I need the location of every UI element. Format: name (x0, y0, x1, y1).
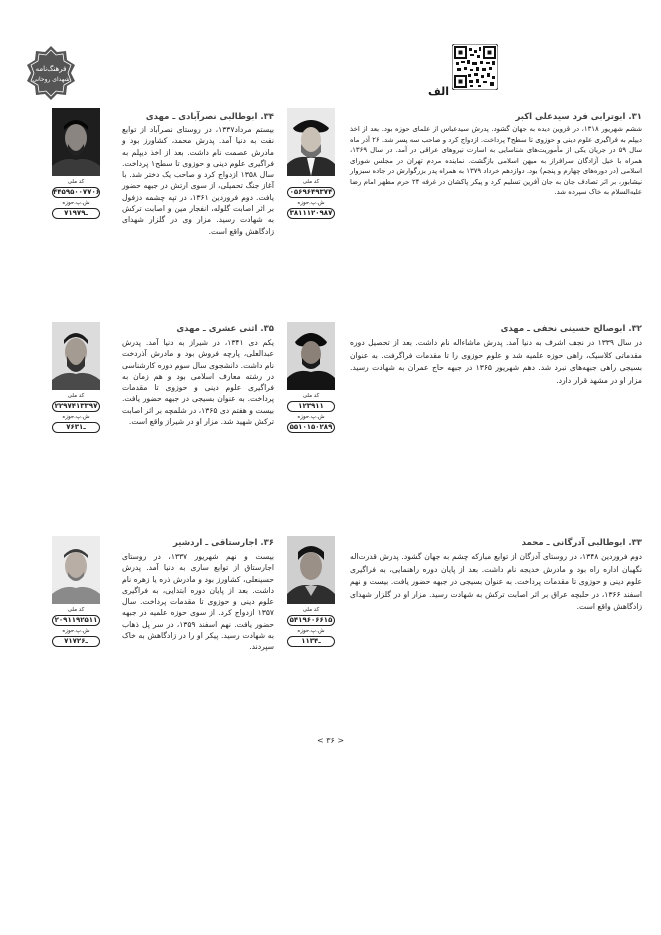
hawza-id-label: ش.پ.حوزه (297, 414, 325, 420)
national-id-value: ۲۲۹۷۴۱۳۳۹۷ (52, 401, 100, 412)
entry-body: ششم شهریور ۱۳۱۸، در قزوین دیده به جهان گشود. پدرش سیدعباس از علمای حوزه بود. بعد از اخذ دیپلم به فراگیری علوم دینی و حوزوی تا سطح۴ پرداخت. ازدواج کرد و صاحب سه پسر شد. ۲۶ آذر ماه سال ۵۹ در جریان یکی از مأموریت‌های شناسایی به اسارت نیروهای عراقی در آمد. در سال ۱۳۶۹، همراه با خیل آزادگان سرافراز به میهن اسلامی بازگشت. نماینده مردم تهران در مجلس شورای اسلامی (در دوره‌های چهارم و پنجم) بود. دوازدهم خرداد ۱۳۷۹ به همراه پدر بزرگوارش در جاده سبزوار نیشابور، بر اثر تصادف جان به جان آفرین تسلیم کرد و پیکر پاکشان در غرفه ۲۴ حرم مطهر امام رضا علیه‌السلام به خاک سپرده شد. (350, 125, 642, 196)
entry-body: در سال ۱۳۳۹ در نجف اشرف به دنیا آمد. پدرش ماشاءاله نام داشت. بعد از تحصیل دوره مقدماتی کلاسیک، راهی حوزه علمیه شد و علوم حوزوی را تا مقدمات فراگرفت. به عنوان بسیجی راهی جبهه‌های نبرد شد. دهم شهریور ۱۳۶۵ در جبهه حاج عمران به شهادت رسید. مزار او در مشهد قرار دارد. (350, 338, 642, 385)
entry-body: دوم فروردین ۱۳۴۸، در روستای آدرگان از توابع مبارکه چشم به جهان گشود. پدرش قدرت‌اله نگهبان اداره راه بود و مادرش خدیجه نام داشت. بعد از پایان دوره راهنمایی، به فراگیری علوم دینی و حوزوی تا مقدمات پرداخت. به عنوان بسیجی در جبهه حضور یافت. بیست و نهم اسفند ۱۳۶۶، در حلبچه عراق بر اثر اصابت ترکش به شهادت رسید. مزار او در گلزار شهدای زادگاهش واقع است. (350, 552, 642, 611)
national-id-label: کد ملی (67, 393, 85, 399)
national-id-label: کد ملی (302, 393, 320, 399)
portrait-photo (52, 536, 100, 604)
logo-line1: فرهنگ‌نامه (35, 65, 67, 73)
national-id-value: ۱۲۳۹۱۱ (287, 401, 335, 412)
id-box (287, 178, 335, 220)
national-id-label: کد ملی (67, 607, 85, 613)
hawza-id-label: ش.پ.حوزه (297, 628, 325, 634)
hawza-id-label: ش.پ.حوزه (62, 414, 90, 420)
national-id-value: ۵۴۱۹۶۰۶۶۱۵ (287, 615, 335, 626)
logo-line2: شهدای روحانی (32, 76, 70, 83)
entry-title: ۳۲. ابوصالح حسینی نحفی ـ مهدی (500, 324, 642, 334)
hawza-id-value: ۱ـ۱۳۴ (287, 636, 335, 647)
national-id-label: کد ملی (302, 179, 320, 185)
hawza-id-value: ۷ـ۱۷۲۶ (52, 636, 100, 647)
hawza-id-label: ش.پ.حوزه (297, 200, 325, 206)
entry-title: ۳۳. ابوطالبی آدرگانی ـ محمد (521, 538, 642, 548)
national-id-label: کد ملی (302, 607, 320, 613)
page-number: < ۳۶ > (316, 736, 345, 745)
portrait-photo (287, 322, 335, 390)
hawza-id-value: ۷ـ۱۹۷۹ (52, 208, 100, 219)
qr-code (452, 44, 498, 90)
hawza-id-label: ش.پ.حوزه (62, 628, 90, 634)
id-box (52, 178, 100, 220)
hawza-id-value: ۳۸۱۱۱۲۰۹۸۷ (287, 208, 335, 219)
entry-title: ۳۵. اثنی عشری ـ مهدی (176, 324, 274, 334)
portrait-photo (52, 322, 100, 390)
national-id-value: ۴۴۵۹۵۰۰۷۷۰۶ (53, 188, 100, 196)
entry-title: ۳۶. اجارستاقی ـ اردشیر (173, 538, 274, 548)
entry-title: ۳۱. ابوترابی فرد سیدعلی اکبر (515, 112, 642, 122)
id-box (52, 606, 100, 648)
portrait-photo (52, 108, 100, 176)
entry-body: بیست و نهم شهریور ۱۳۳۷، در روستای اجارستاق از توابع ساری به دنیا آمد. پدرش حسینعلی، کشاورز بود و مادرش ذره یا زهره نام داشت. بعد از پایان دوره ابتدایی، به فراگیری علوم دینی و حوزوی تا مقدمات پرداخت. سال ۱۳۵۷ ازدواج کرد. از سوی حوزه علمیه در جبهه حضور یافت. نهم اسفند ۱۳۵۹، در سر پل ذهاب به شهادت رسید. پیکر او را در زادگاهش به خاک سپردند. (122, 552, 274, 652)
national-id-value: ۰۵۶۹۶۴۹۳۷۴ (287, 187, 335, 198)
hawza-id-value: ۷ـ۶۳۱ (52, 422, 100, 433)
book-logo (22, 44, 80, 102)
section-letter: الف (428, 85, 450, 98)
id-box (287, 392, 335, 434)
hawza-id-label: ش.پ.حوزه (62, 200, 90, 206)
national-id-label: کد ملی (67, 179, 85, 185)
entry-body: بیستم مرداد۱۳۳۷، در روستای نصرآباد از توابع نفت به دنیا آمد. پدرش محمد، کشاورز بود و مادرش عصمت نام داشت. بعد از اخذ دیپلم به فراگیری علوم دینی و حوزوی تا سطح۱ پرداخت. سال ۱۳۵۸ ازدواج کرد و صاحب یک دختر شد. با آغاز جنگ تحمیلی، از سوی ارتش در جبهه حضور یافت. دوم فروردین ۱۳۶۱، در تپه چشمه دزفول بر اثر اصابت گلوله، انفجار مین و اصابت ترکش به شهادت رسید. مزار وی در گلزار شهدای زادگاهش واقع است. (122, 125, 274, 236)
entry-title: ۳۴. ابوطالبی نصرآبادی ـ مهدی (145, 112, 274, 122)
id-box (52, 392, 100, 434)
national-id-value: ۲۰۹۱۱۹۲۵۱۱ (52, 615, 100, 626)
id-box (287, 606, 335, 648)
portrait-photo (287, 108, 335, 176)
entry-body: یکم دی ۱۳۴۱، در شیراز به دنیا آمد. پدرش عبدالعلی، پارچه فروش بود و مادرش آذردخت نام داشت. دانشجوی سال سوم دوره کارشناسی در رشته معارف اسلامی بود و هم زمان به فراگیری علوم دینی و حوزوی تا مقدمات پرداخت. به عنوان بسیجی در جبهه حضور یافت. بیست و هفتم دی ۱۳۶۵، در شلمچه بر اثر اصابت ترکش شهید شد. مزار او در شیراز واقع است. (122, 338, 274, 427)
hawza-id-value: ۵۵۱۰۱۵۰۲۸۹ (287, 422, 335, 433)
portrait-photo (287, 536, 335, 604)
